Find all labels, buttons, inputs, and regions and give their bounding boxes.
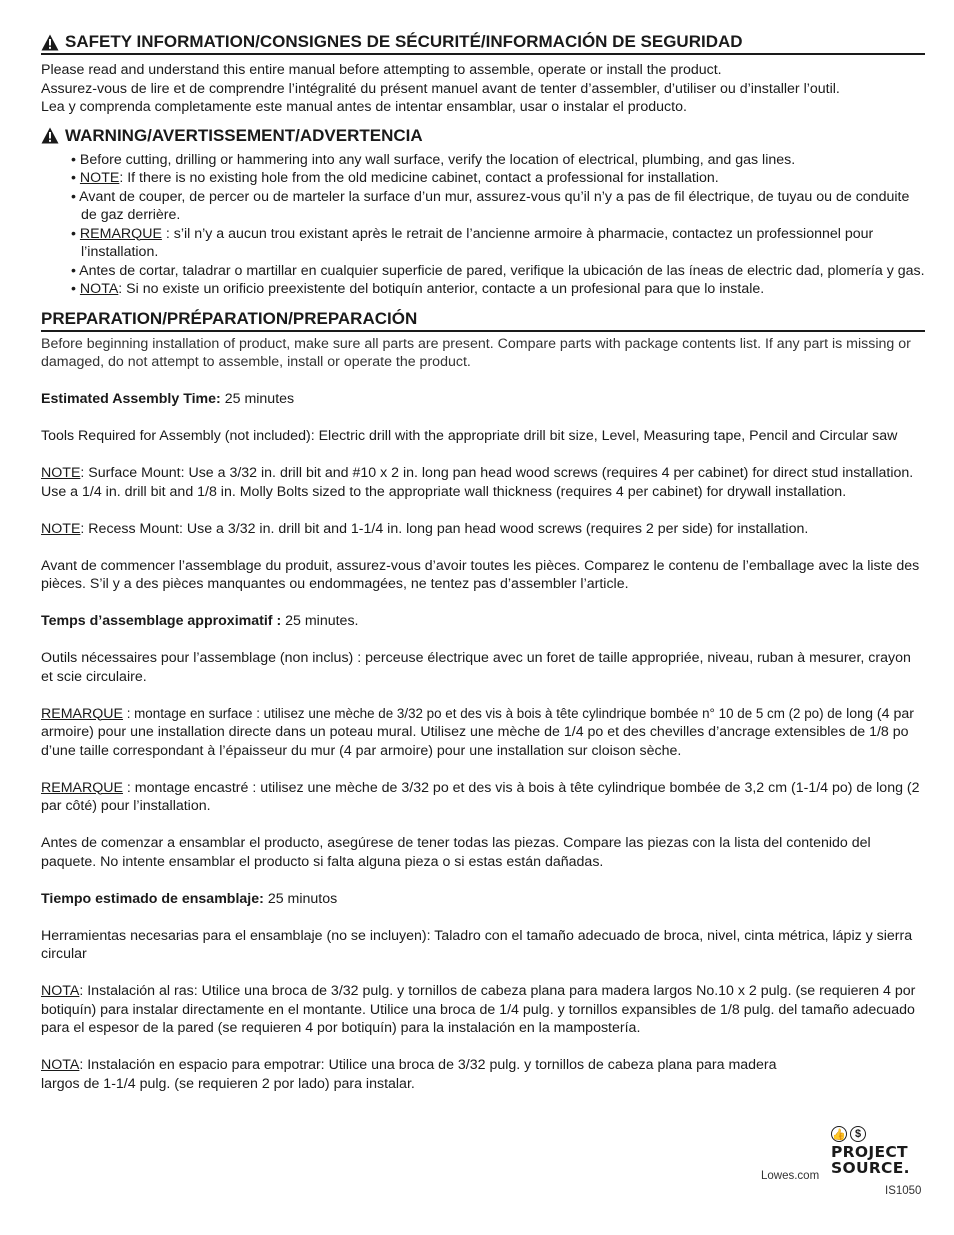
warning-header <box>41 126 925 146</box>
safety-line-fr: Assurez-vous de lire et de comprendre l’intégralité du présent manuel avant de tenter d’assembler, d’utiliser ou d’installer l’outil. <box>41 80 840 97</box>
warning-title: WARNING/AVERTISSEMENT/ADVERTENCIA <box>65 125 423 145</box>
warning-list <box>71 151 925 299</box>
document-code: IS1050 <box>885 1185 922 1197</box>
warning-triangle-icon <box>41 127 59 144</box>
brand-line-2: SOURCE. <box>831 1159 910 1177</box>
manual-page <box>41 32 925 1093</box>
safety-line-es: Lea y comprenda completamente este manual antes de intentar ensamblar, usar o instalar el producto. <box>41 99 687 115</box>
list-item: • NOTA: Si no existe un orificio preexistente del botiquín anterior, contacte a un profesional para que lo instale. <box>71 281 765 297</box>
fr-time: Temps d’assemblage approximatif : 25 minutes. <box>41 613 359 629</box>
website-url: Lowes.com <box>761 1170 820 1182</box>
safety-title: SAFETY INFORMATION/CONSIGNES DE SÉCURITÉ/INFORMACIÓN DE SEGURIDAD <box>65 32 743 51</box>
en-tools: Tools Required for Assembly (not included): Electric drill with the appropriate drill bit size, Level, Measuring tape, Pencil and Circular saw <box>41 428 898 444</box>
list-item: • NOTE: If there is no existing hole from the old medicine cabinet, contact a professional for installation. <box>71 170 719 186</box>
es-note-recess: NOTA: Instalación en espacio para empotrar: Utilice una broca de 3/32 pulg. y tornillos de cabeza plana para madera largos de 1-1/4 pulg. (se requieren 2 por lado) para instalar. <box>41 1057 777 1092</box>
list-item: • Antes de cortar, taladrar o martillar en cualquier superficie de pared, verifique la ubicación de las íneas de electric dad, plomería y gas. <box>71 262 925 279</box>
safety-header <box>41 32 925 55</box>
en-time: Estimated Assembly Time: 25 minutes <box>41 391 295 407</box>
list-item: • REMARQUE : s’il n’y a aucun trou existant après le retrait de l’ancienne armoire à pharmacie, contactez un professionnel pour l’installation. <box>71 225 874 260</box>
brand-line-1: PROJECT <box>831 1143 908 1161</box>
dollar-icon: $ <box>850 1126 866 1142</box>
warning-triangle-icon <box>41 34 59 51</box>
list-item: • Avant de couper, de percer ou de marteler la surface d’un mur, assurez-vous qu’il n’y a pas de fil électrique, de tuyau ou de conduite de gaz derrière. <box>71 188 910 223</box>
prep-intro: Before beginning installation of product, make sure all parts are present. Compare parts with package contents list. If any part is missing or damaged, do not attempt to assemble, install or operate the product. <box>41 335 911 370</box>
en-note-surface: NOTE: Surface Mount: Use a 3/32 in. drill bit and #10 x 2 in. long pan head wood screws (requires 4 per cabinet) for direct stud installation. Use a 1/4 in. drill bit and 1/8 in. Molly Bolts sized to the appropriate wall thickness (requires 4 per cabinet) for drywall installation. <box>41 465 914 500</box>
es-note-surface: NOTA: Instalación al ras: Utilice una broca de 3/32 pulg. y tornillos de cabeza plana para madera largos No.10 x 2 pulg. (se requieren 4 por botiquín) para instalar directamente en el montante. Utilice una broca de 1/4 pulg. y tornillos expansibles de 1/8 pulg. del tamaño adecuado para el espesor de la pared (se requieren 4 por botiquín) para la instalación en la mampostería. <box>41 983 916 1036</box>
fr-note-surface: REMARQUE : montage en surface : utilisez une mèche de 3/32 po et des vis à bois à tête cylindrique bombée n° 10 de 5 cm (2 po) de long (4 par armoire) pour une installation directe dans un poteau mural. Utilisez une mèche de 1/4 po et des chevilles d’ancrage extensibles de 1/8 po d’une taille correspondant à l’épaisseur du mur (4 par armoire) pour une installation sur cloison sèche. <box>41 705 914 759</box>
preparation-header <box>41 309 925 332</box>
fr-tools: Outils nécessaires pour l’assemblage (non inclus) : perceuse électrique avec un foret de taille appropriée, niveau, ruban à mesurer, crayon et scie circulaire. <box>41 650 911 685</box>
es-tools: Herramientas necesarias para el ensamblaje (no se incluyen): Taladro con el tamaño adecuado de broca, nivel, cinta métrica, lápiz y sierra circular <box>41 927 913 962</box>
thumbs-up-icon: 👍 <box>831 1126 847 1142</box>
fr-intro: Avant de commencer l’assemblage du produit, assurez-vous d’avoir toutes les pièces. Comparez le contenu de l’emballage avec la liste des pièces. S’il y a des pièces manquantes ou endommagées, ne tentez pas d’assembler l’article. <box>41 557 920 592</box>
es-time: Tiempo estimado de ensamblaje: 25 minutos <box>41 890 338 907</box>
preparation-title: PREPARATION/PRÉPARATION/PREPARACIÓN <box>41 308 418 328</box>
project-source-logo <box>831 1126 927 1176</box>
es-intro: Antes de comenzar a ensamblar el producto, asegúrese de tener todas las piezas. Compare las piezas con la lista del contenido del paquete. No intente ensamblar el producto si falta alguna pieza o si estas están dañadas. <box>41 835 871 870</box>
safety-line-en: Please read and understand this entire manual before attempting to assemble, operate or install the product. <box>41 62 722 78</box>
fr-note-recess: REMARQUE : montage encastré : utilisez une mèche de 3/32 po et des vis à bois à tête cylindrique bombée de 3,2 cm (1-1/4 po) de long (2 par côté) pour l’installation. <box>41 779 920 814</box>
list-item: • Before cutting, drilling or hammering into any wall surface, verify the location of electrical, plumbing, and gas lines. <box>71 151 796 168</box>
en-note-recess: NOTE: Recess Mount: Use a 3/32 in. drill bit and 1-1/4 in. long pan head wood screws (requires 2 per side) for installation. <box>41 520 809 537</box>
